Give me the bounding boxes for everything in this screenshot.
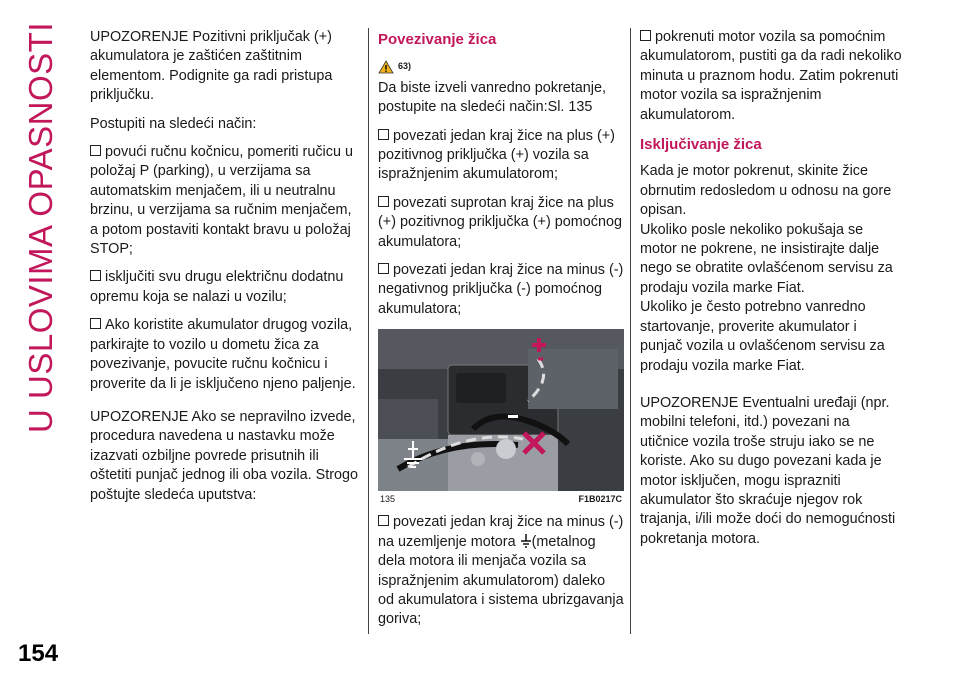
section-heading: Isključivanje žica xyxy=(640,136,762,154)
ground-symbol-icon xyxy=(520,534,532,548)
engine-bay-figure xyxy=(378,329,624,507)
checkbox-bullet-icon xyxy=(378,129,389,140)
list-item: isključiti svu drugu električnu dodatnu opremu koja se nalazi u vozilu; xyxy=(90,269,344,305)
list-item: pokrenuti motor vozila sa pomoćnim akumulatorom, pustiti ga da radi nekoliko minuta u praznom hodu. Zatim pokrenuti motor vozila sa ispražnjenim akumulatorom. xyxy=(640,29,902,123)
warning-paragraph: UPOZORENJE Pozitivni priključak (+) akumulatora je zaštićen zaštitnim elementom. Podignite ga radi pristupa priključku. xyxy=(90,29,333,104)
figure-caption xyxy=(378,491,624,507)
checkbox-bullet-icon xyxy=(90,145,101,156)
paragraph: Ukoliko posle nekoliko pokušaja se motor ne pokrene, ne insistirajte dalje nego se obratite ovlašćenom servisu za prodaju vozila marke Fiat. xyxy=(640,221,893,296)
paragraph: Ukoliko je često potrebno vanredno startovanje, proverite akumulator i punjač vozila u ovlašćenom servisu za prodaju vozila marke Fiat. xyxy=(640,299,885,374)
list-item: povezati jedan kraj žice na plus (+) pozitivnog priključka (+) vozila sa ispražnjenim akumulatorom; xyxy=(378,127,615,183)
list-item: povući ručnu kočnicu, pomeriti ručicu u položaj P (parking), u verzijama sa automatskim menjačem, ili u neutralnu brzinu, u verzijama sa ručnim menjačem, a potom postaviti kontakt bravu u položaj STOP; xyxy=(90,144,353,258)
figure-code: F1B0217C xyxy=(578,493,622,504)
checkbox-bullet-icon xyxy=(378,263,389,274)
warning-paragraph: UPOZORENJE Ako se nepravilno izvede, procedura navedena u nastavku može izazvati ozbiljne povrede prisutnih ili oštetiti punjač jednog ili oba vozila. Strogo poštujte sledeća uputstva: xyxy=(90,408,358,503)
warning-paragraph: UPOZORENJE Eventualni uređaji (npr. mobilni telefoni, itd.) povezani na utičnice vozila troše struju iako se ne koriste. Ako su dugo povezani kada je motor isključen, mogu isprazniti akumulator što skraćuje njegov rok trajanja, i/ili može doći do nemogućnosti pokretanja motora. xyxy=(640,394,896,547)
checkbox-bullet-icon xyxy=(90,270,101,281)
figure-number: 135 xyxy=(380,493,396,504)
list-item: Ako koristite akumulator drugog vozila, parkirajte to vozilo u dometu žica za povezivanje, povucite ručnu kočnicu i proverite da li je isključeno njeno paljenje. xyxy=(90,317,356,392)
checkbox-bullet-icon xyxy=(640,30,651,41)
intro-paragraph: Da biste izveli vanredno pokretanje, postupite na sledeći način:Sl. 135 xyxy=(378,79,606,116)
section-heading: Povezivanje žica xyxy=(378,31,497,48)
section-tab-label: U USLOVIMA OPASNOSTI xyxy=(21,22,59,433)
page-number: 154 xyxy=(18,640,59,667)
column-divider xyxy=(368,28,369,634)
list-item: povezati jedan kraj žice na minus (-) na uzemljenje motora (metalnog dela motora ili menjača vozila sa ispražnjenim akumulatorom) daleko od akumulatora i sistema ubrizgavanja goriva; xyxy=(378,514,624,628)
paragraph: Kada je motor pokrenut, skinite žice obrnutim redosledom u odnosu na gore opisan. xyxy=(640,163,892,219)
warning-reference: 63) xyxy=(378,57,624,76)
engine-bay-illustration xyxy=(378,329,624,491)
column-middle xyxy=(378,28,624,639)
checkbox-bullet-icon xyxy=(378,196,389,207)
warning-triangle-icon xyxy=(378,60,394,74)
column-divider xyxy=(630,28,631,634)
checkbox-bullet-icon xyxy=(378,515,389,526)
section-tab xyxy=(12,22,68,610)
column-right xyxy=(640,28,902,558)
column-left xyxy=(90,28,358,514)
intro-paragraph: Postupiti na sledeći način: xyxy=(90,115,257,132)
list-item: povezati jedan kraj žice na minus (-) negativnog priključka (-) pomoćnog akumulatora; xyxy=(378,262,624,317)
list-item: povezati suprotan kraj žice na plus (+) pozitivnog priključka (+) pomoćnog akumulatora; xyxy=(378,194,622,250)
checkbox-bullet-icon xyxy=(90,318,101,329)
